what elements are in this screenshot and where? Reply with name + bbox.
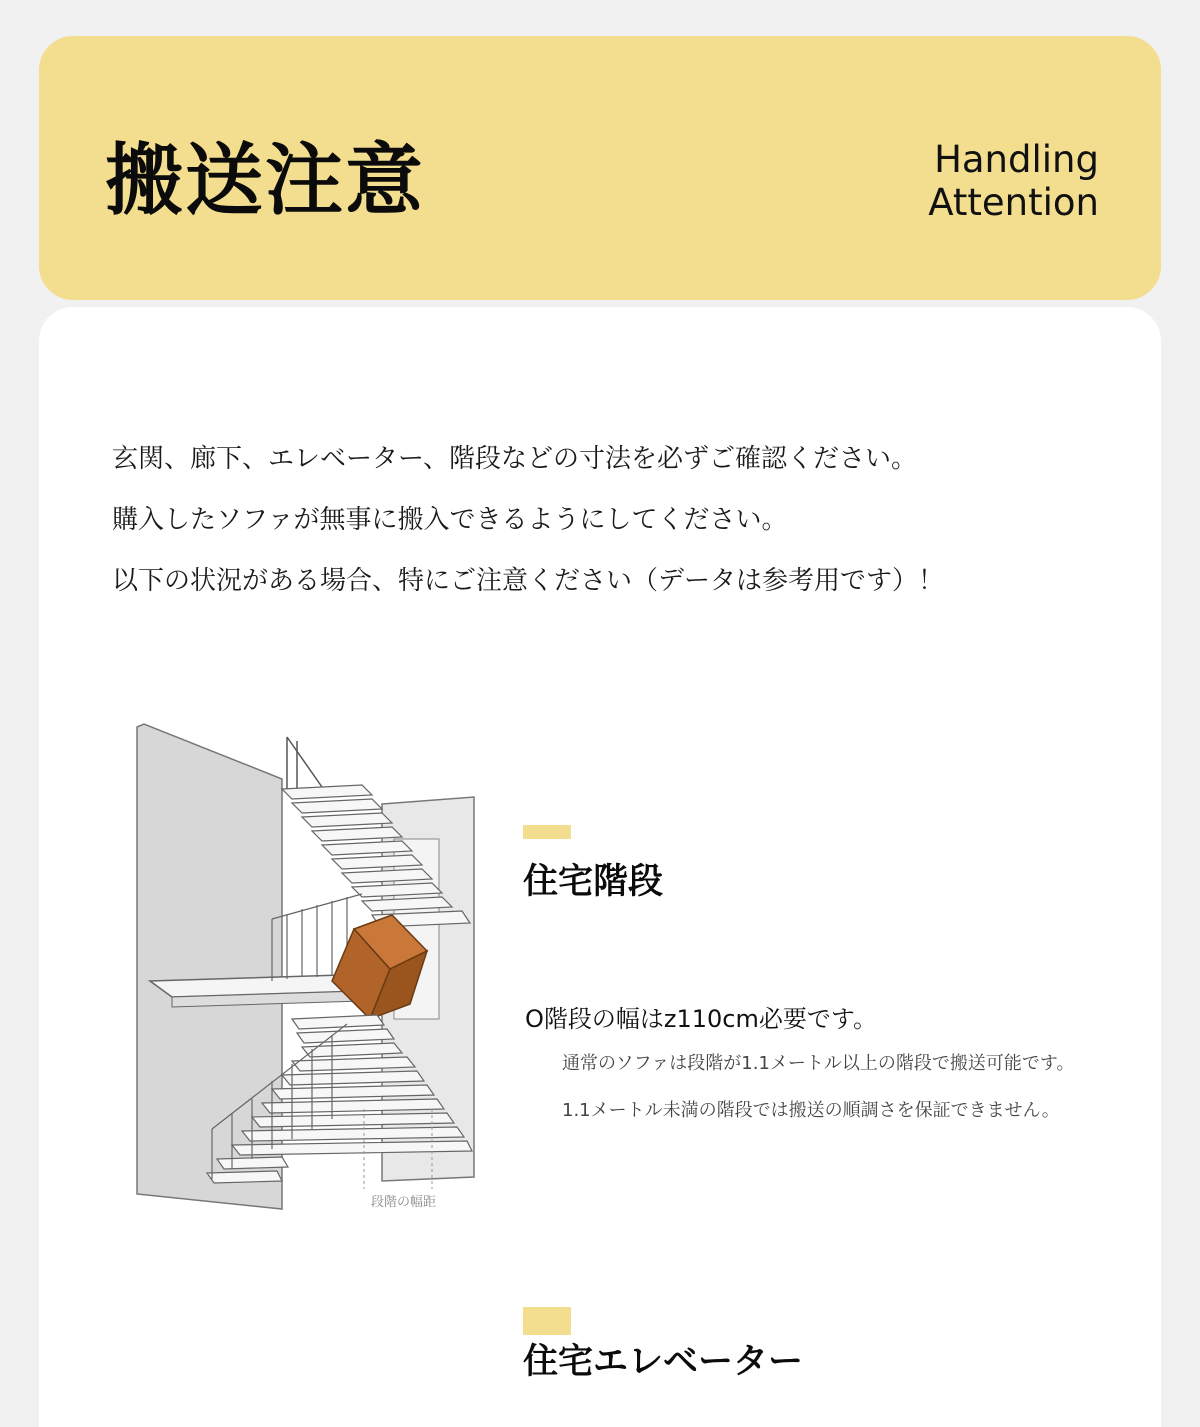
intro-line-3: 以下の状況がある場合、特にご注意ください（データは参考用です）！ [112,566,945,596]
intro-text [112,429,1092,612]
stairs-note-1: 通常のソファは段階が1.1メートル以上の階段で搬送可能です。 [562,1053,1075,1074]
section-title-stairs: 住宅階段 [523,862,664,902]
staircase-illustration [132,719,482,1214]
page-subtitle [928,138,1099,224]
stairs-lead-text: O階段の幅はz110cm必要です。 [525,1005,877,1033]
accent-bar [523,1307,571,1335]
subtitle-line-1: Handling [934,138,1099,181]
intro-line-2: 購入したソファが無事に搬入できるようにしてください。 [112,505,788,535]
section-stairs [523,825,663,903]
stairs-note-2: 1.1メートル未満の階段では搬送の順調さを保証できません。 [562,1100,1060,1121]
accent-bar [523,825,571,839]
section-elevator [523,1307,803,1383]
intro-line-1: 玄関、廊下、エレベーター、階段などの寸法を必ずご確認ください。 [112,444,917,474]
figure-caption: 段階の幅距 [371,1195,437,1210]
page-title: 搬送注意 [105,136,426,226]
content-card [39,307,1161,1427]
section-title-elevator: 住宅エレベーター [523,1342,804,1382]
subtitle-line-2: Attention [928,181,1099,224]
header-banner [39,36,1161,300]
